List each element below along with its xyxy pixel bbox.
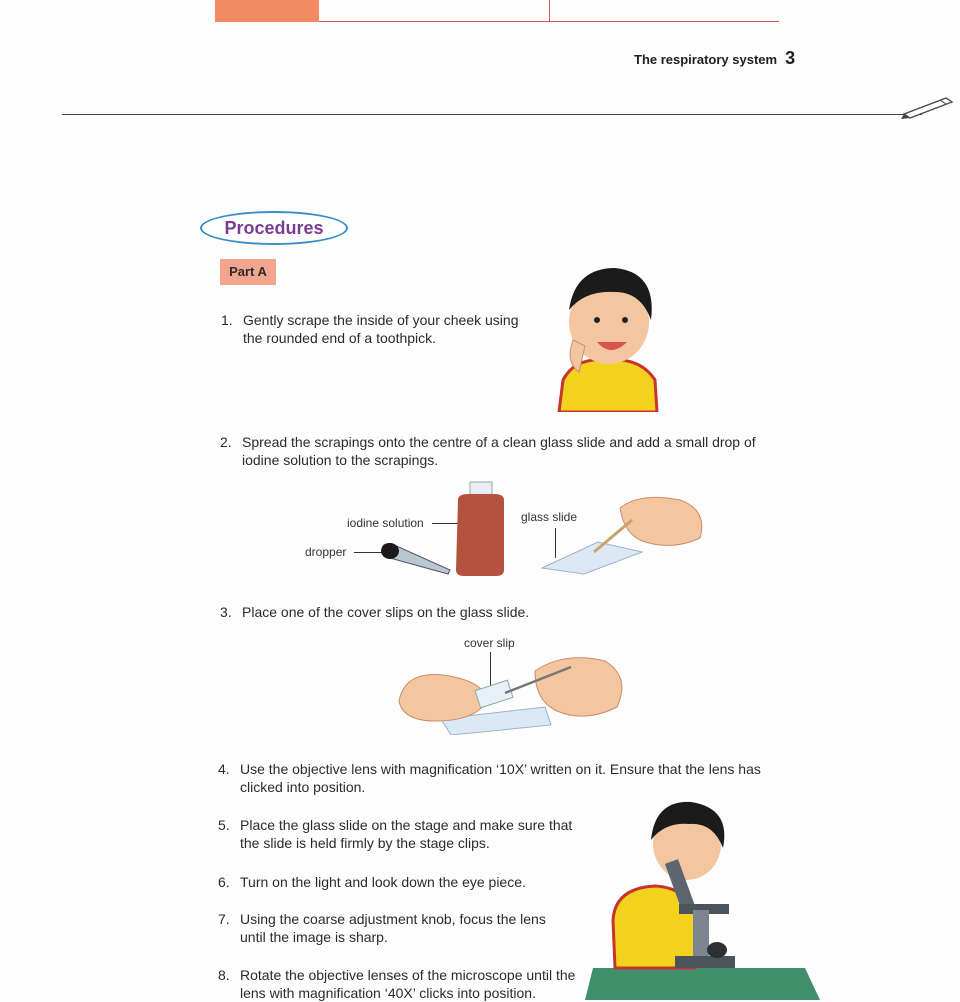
step-4 (218, 760, 798, 800)
step-number: 3. (220, 604, 232, 620)
step-number: 1. (221, 312, 233, 328)
step-number: 5. (218, 817, 230, 833)
glass-slide-label: glass slide (521, 510, 578, 524)
header-rule (62, 114, 922, 115)
step-text: Place one of the cover slips on the glass slide. (242, 604, 530, 620)
page-number: 3 (785, 48, 796, 68)
step-number: 2. (220, 434, 232, 450)
step-text: Place the glass slide on the stage and make sure that the slide is held firmly by the stage clips. (240, 817, 573, 851)
chapter-title: The respiratory system (634, 52, 778, 67)
step-text: Rotate the objective lenses of the microscope until the lens with magnification ‘40X’ clicks into position. (240, 967, 576, 1001)
procedures-heading: Procedures (200, 211, 348, 245)
boy-using-microscope-illustration (585, 800, 820, 1000)
step-text: Gently scrape the inside of your cheek using the rounded end of a toothpick. (243, 312, 519, 346)
step-3 (220, 603, 580, 623)
step-text: Spread the scrapings onto the centre of a clean glass slide and add a small drop of iodine solution to the scrapings. (242, 434, 756, 468)
step-6 (218, 873, 578, 893)
step-number: 6. (218, 874, 230, 890)
iodine-bottle-and-dropper-illustration (380, 480, 510, 580)
dropper-label: dropper (305, 545, 347, 559)
step-1 (221, 311, 541, 351)
top-color-band (215, 0, 319, 22)
page-header (634, 48, 795, 69)
step-text: Use the objective lens with magnification ‘10X’ written on it. Ensure that the lens has clicked into position. (240, 761, 761, 795)
step-text: Using the coarse adjustment knob, focus the lens until the image is sharp. (240, 911, 546, 945)
step-5 (218, 816, 578, 856)
step-number: 7. (218, 911, 230, 927)
step-text: Turn on the light and look down the eye piece. (240, 874, 526, 890)
step-8 (218, 966, 578, 1000)
iodine-solution-label: iodine solution (347, 516, 424, 530)
step-number: 8. (218, 967, 230, 983)
step-7 (218, 910, 578, 950)
hands-placing-cover-slip-illustration (395, 645, 630, 735)
cover-slip-label: cover slip (464, 636, 515, 650)
part-a-label: Part A (220, 259, 276, 285)
top-table-divider (549, 0, 550, 22)
hand-with-toothpick-on-slide-illustration (540, 490, 710, 575)
step-2 (220, 433, 800, 473)
boy-scraping-cheek-illustration (545, 262, 670, 412)
pencil-icon (900, 94, 956, 120)
step-number: 4. (218, 761, 230, 777)
